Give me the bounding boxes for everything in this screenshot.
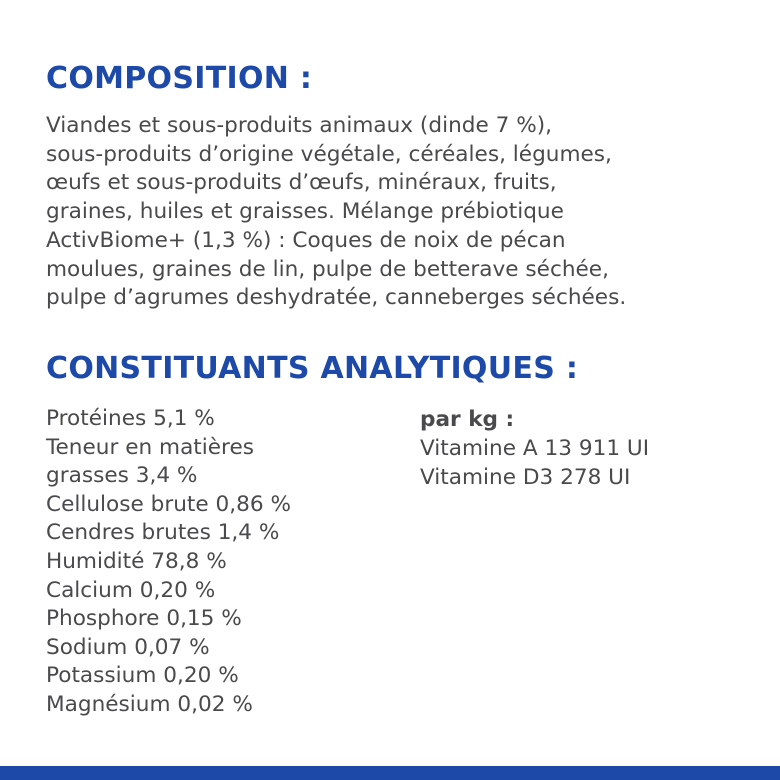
constituent-item: Protéines 5,1 % (46, 406, 215, 431)
constituent-item: Teneur en matières (46, 434, 254, 460)
composition-line: Viandes et sous-produits animaux (dinde 7 %), (46, 113, 553, 138)
composition-line: pulpe d’agrumes deshydratée, canneberges séchées. (46, 285, 627, 311)
analytic-constituents-heading: CONSTITUANTS ANALYTIQUES : (46, 351, 579, 386)
composition-line: sous-produits d’origine végétale, céréales, légumes, (46, 141, 612, 167)
bottom-color-band (0, 766, 780, 780)
composition-heading: COMPOSITION : (46, 61, 313, 96)
composition-line: œufs et sous-produits d’œufs, minéraux, fruits, (46, 170, 557, 196)
composition-text (46, 112, 626, 313)
vitamin-item: Vitamine D3 278 UI (420, 465, 631, 490)
per-kg-block (420, 405, 649, 492)
composition-line: graines, huiles et graisses. Mélange prébiotique (46, 199, 564, 225)
constituent-item: Potassium 0,20 % (46, 663, 239, 689)
constituent-item: Sodium 0,07 % (46, 634, 210, 660)
constituent-item: Phosphore 0,15 % (46, 606, 242, 632)
constituent-item: Cendres brutes 1,4 % (46, 520, 280, 546)
constituent-item: grasses 3,4 % (46, 463, 198, 489)
constituent-item: Calcium 0,20 % (46, 577, 216, 603)
constituent-item: Magnésium 0,02 % (46, 691, 253, 717)
per-kg-title: par kg : (420, 407, 515, 432)
composition-line: moulues, graines de lin, pulpe de betterave séchée, (46, 256, 609, 282)
vitamin-item: Vitamine A 13 911 UI (420, 436, 650, 461)
analytic-constituents-list (46, 405, 291, 720)
constituent-item: Cellulose brute 0,86 % (46, 491, 292, 517)
constituent-item: Humidité 78,8 % (46, 548, 227, 574)
composition-line: ActivBiome+ (1,3 %) : Coques de noix de pécan (46, 227, 566, 253)
